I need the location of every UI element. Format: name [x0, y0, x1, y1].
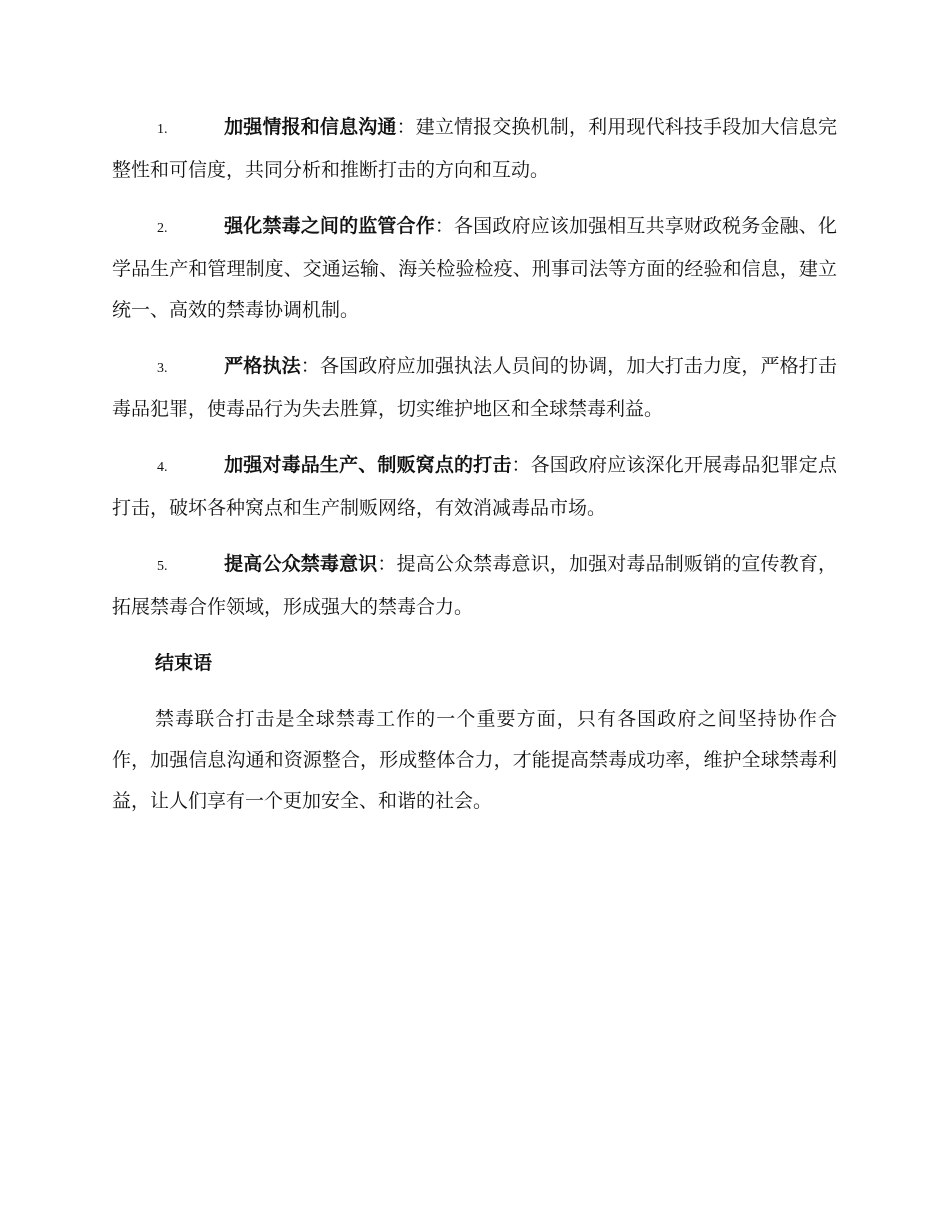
list-item-title: 提高公众禁毒意识 — [224, 553, 378, 575]
list-item-title: 强化禁毒之间的监管合作 — [224, 215, 435, 237]
list-item-number: 3. — [157, 361, 168, 376]
document-body — [112, 107, 837, 822]
list-item-number: 5. — [157, 559, 168, 574]
list-item-text: 提高公众禁毒意识，加强对毒品制贩销的宣传教育，拓展禁毒合作领域，形成强大的禁毒合力。 — [112, 553, 837, 618]
list-item-number: 1. — [157, 122, 168, 137]
list-item-title: 加强情报和信息沟通 — [224, 116, 397, 138]
list-item-title: 加强对毒品生产、制贩窝点的打击 — [224, 454, 512, 476]
list-item-4 — [112, 445, 837, 529]
list-item-2 — [112, 206, 837, 331]
list-item-text: 各国政府应加强执法人员间的协调，加大打击力度，严格打击毒品犯罪，使毒品行为失去胜算，切实维护地区和全球禁毒利益。 — [112, 355, 837, 420]
list-item-text: 各国政府应该深化开展毒品犯罪定点打击，破坏各种窝点和生产制贩网络，有效消减毒品市场。 — [112, 454, 837, 519]
list-item-number: 4. — [157, 460, 168, 475]
conclusion-heading: 结束语 — [155, 652, 213, 674]
list-item-3 — [112, 346, 837, 430]
list-item-separator: ： — [434, 215, 455, 237]
list-item-separator: ： — [396, 116, 416, 138]
list-item-separator: ： — [377, 553, 397, 575]
list-item-text: 各国政府应该加强相互共享财政税务金融、化学品生产和管理制度、交通运输、海关检验检疫、刑事司法等方面的经验和信息，建立统一、高效的禁毒协调机制。 — [112, 215, 837, 321]
conclusion-paragraph: 禁毒联合打击是全球禁毒工作的一个重要方面，只有各国政府之间坚持协作合作，加强信息沟通和资源整合，形成整体合力，才能提高禁毒成功率，维护全球禁毒利益，让人们享有一个更加安全、和谐的社会。 — [112, 708, 837, 812]
list-item-title: 严格执法 — [224, 355, 301, 377]
list-item-separator: ： — [300, 355, 320, 377]
list-item-separator: ： — [511, 454, 531, 476]
list-item-5 — [112, 544, 837, 628]
list-item-text: 建立情报交换机制，利用现代科技手段加大信息完整性和可信度，共同分析和推断打击的方向和互动。 — [112, 116, 837, 181]
list-item-number: 2. — [157, 221, 168, 236]
list-item-1 — [112, 107, 837, 191]
